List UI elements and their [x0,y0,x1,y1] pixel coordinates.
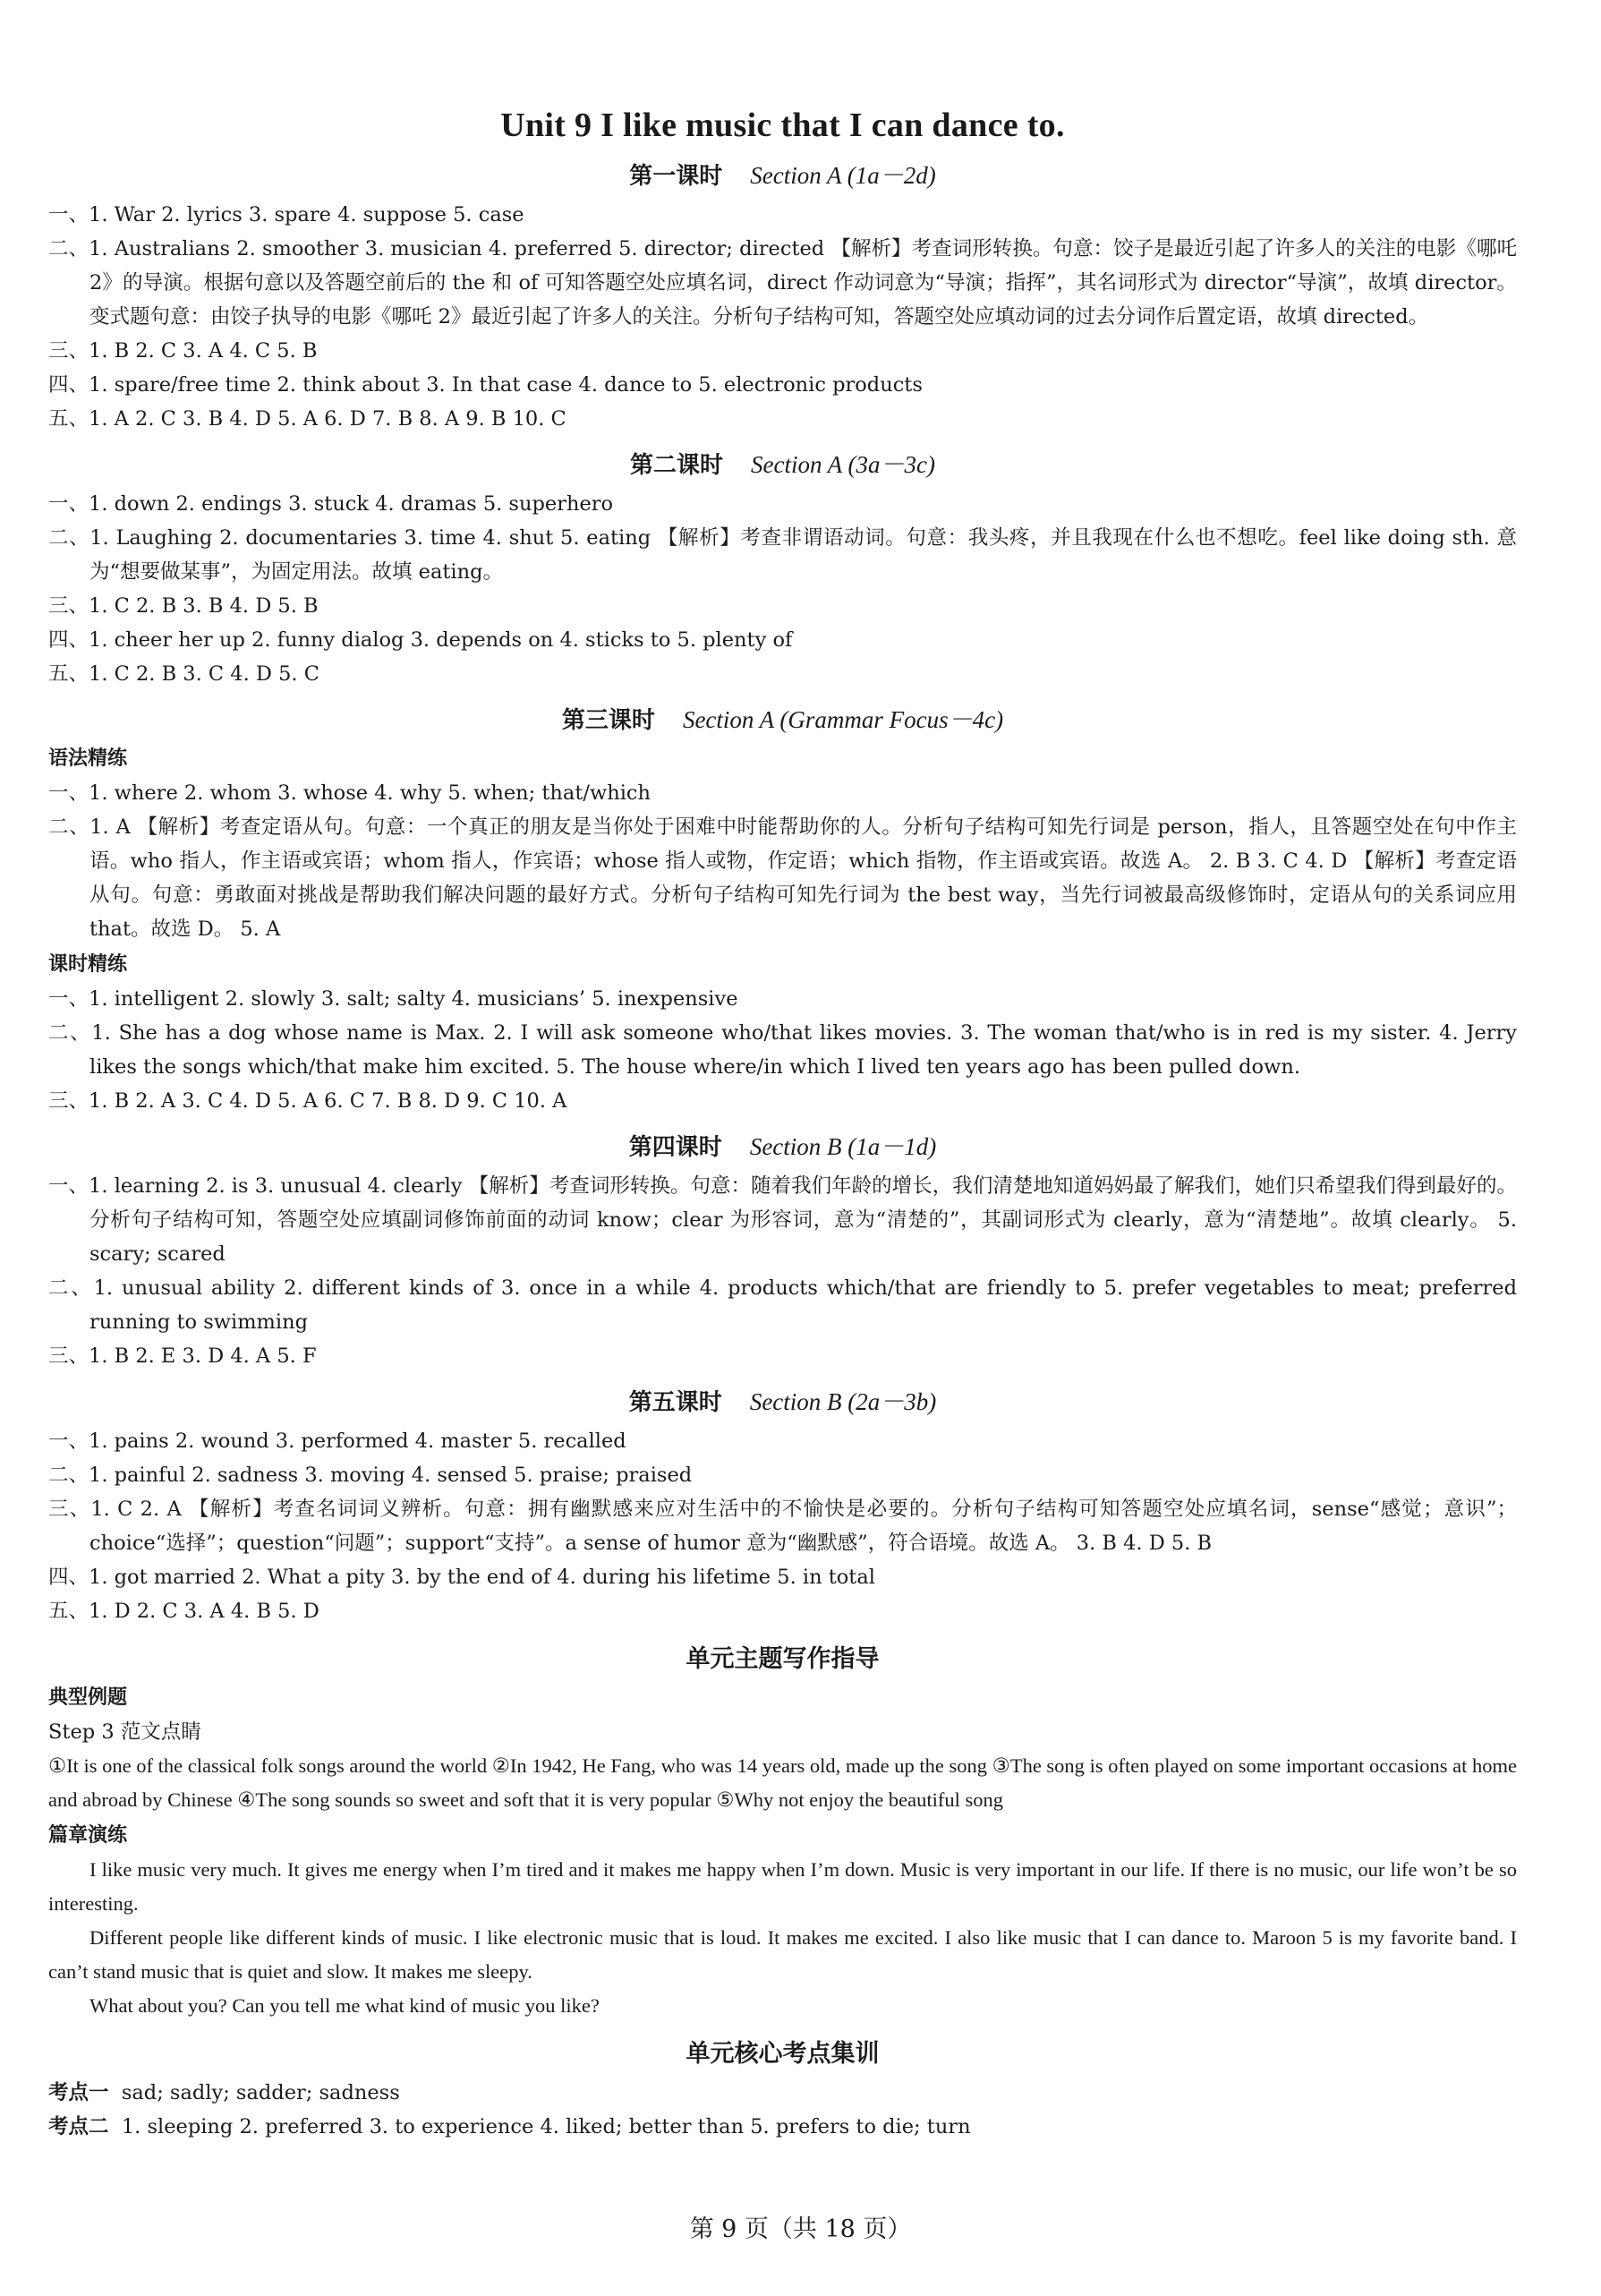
lesson-section: Section A (Grammar Focus－4c) [682,706,1004,733]
lesson-title [48,156,1517,191]
answer-line: 三、1. C 2. A 【解析】考查名词词义辨析。句意：拥有幽默感来应对生活中的不愉快是必要的。分析句子结构可知答题空处应填名词，sense“感觉；意识”；choice“选择”；question“问题”；support“支持”。a sense of humor 意为“幽默感”，符合语境。故选 A。 3. B 4. D 5. B [48,1498,1517,1555]
lesson-title [48,1382,1517,1417]
lesson-5 [48,1382,1517,1628]
core-point-text: 1. sleeping 2. preferred 3. to experience 4. liked; better than 5. prefers to die; turn [121,2115,971,2138]
answer-line: 一、1. where 2. whom 3. whose 4. why 5. when; that/which [48,781,651,805]
essay-paragraph: Different people like different kinds of music. I like electronic music that is loud. It makes me excited. I also like music that I can dance to. Maroon 5 is my favorite band. I can’t stand music that is quiet and slow. It makes me sleepy. [48,1926,1517,1983]
answer-line: 四、1. cheer her up 2. funny dialog 3. depends on 4. sticks to 5. plenty of [48,628,793,652]
answer-line: 一、1. intelligent 2. slowly 3. salt; salty 4. musicians’ 5. inexpensive [48,987,738,1011]
answer-line: 五、1. D 2. C 3. A 4. B 5. D [48,1600,319,1623]
answer-line: 二、1. unusual ability 2. different kinds of 3. once in a while 4. products which/that are friendly to 5. prefer vegetables to meat; preferred running to swimming [48,1276,1517,1334]
lesson-name: 第二课时 [629,452,723,479]
answer-line: 五、1. C 2. B 3. C 4. D 5. C [48,662,319,686]
core-section [48,2034,1517,2144]
lesson-4 [48,1127,1517,1373]
group-label: 课时精练 [48,952,128,976]
example-label: 典型例题 [48,1686,128,1709]
core-point-text: sad; sadly; sadder; sadness [121,2081,400,2104]
core-point [48,2110,1517,2144]
core-point [48,2076,1517,2110]
answer-line: 二、1. A 【解析】考查定语从句。句意：一个真正的朋友是当你处于困难中时能帮助你的人。分析句子结构可知先行词是 person，指人，且答题空处在句中作主语。who 指人，作主语或宾语；whom 指人，作宾语；whose 指人或物，作定语；which 指物，作主语或宾语。故选 A。 2. B 3. C 4. D 【解析】考查定语从句。句意：勇敢面对挑战是帮助我们解决问题的最好方式。分析句子结构可知先行词为 the best way，当先行词被最高级修饰时，定语从句的关系词应用 that。故选 D。 5. A [48,815,1517,941]
lesson-section: Section A (3a－3c) [751,451,936,478]
writing-section [48,1639,1517,2023]
essay-paragraph: I like music very much. It gives me energy when I’m tired and it makes me happy when I’m down. Music is very important in our life. If there is no music, our life won’t be so interesting. [48,1858,1517,1915]
answer-line: 三、1. B 2. C 3. A 4. C 5. B [48,339,318,363]
core-point-label: 考点一 [48,2081,109,2104]
answer-line: 一、1. down 2. endings 3. stuck 4. dramas 5. superhero [48,492,614,516]
lesson-name: 第四课时 [628,1134,722,1161]
lesson-section: Section A (1a－2d) [750,162,936,189]
answer-line: 二、1. Australians 2. smoother 3. musician 4. preferred 5. director; directed 【解析】考查词形转换。句意：饺子是最近引起了许多人的关注的电影《哪吒 2》的导演。根据句意以及答题空前后的 the 和 of 可知答题空处应填名词，direct 作动词意为“导演；指挥”，其名词形式为 director“导演”，故填 director。变式题句意：由饺子执导的电影《哪吒 2》最近引起了许多人的关注。分析句子结构可知，答题空处应填动词的过去分词作后置定语，故填 directed。 [48,237,1517,329]
answer-line: 二、1. painful 2. sadness 3. moving 4. sensed 5. praise; praised [48,1464,693,1487]
lesson-1 [48,156,1517,436]
essay-paragraph: What about you? Can you tell me what kind of music you like? [89,1994,600,2017]
answer-line: 三、1. C 2. B 3. B 4. D 5. B [48,594,319,618]
lesson-2 [48,445,1517,691]
lesson-title [48,1127,1517,1162]
page-footer: 第 9 页（共 18 页） [689,2215,912,2243]
lesson-section: Section B (2a－3b) [749,1388,937,1415]
answer-line: 三、1. B 2. E 3. D 4. A 5. F [48,1344,317,1368]
group-label: 语法精练 [48,747,128,770]
lesson-title [48,700,1517,735]
answer-line: 五、1. A 2. C 3. B 4. D 5. A 6. D 7. B 8. A 9. B 10. C [48,407,566,431]
writing-title: 单元主题写作指导 [686,1645,880,1673]
lesson-section: Section B (1a－1d) [749,1133,937,1160]
lesson-title [48,445,1517,480]
unit-title: Unit 9 I like music that I can dance to. [500,107,1065,144]
answer-line: 四、1. spare/free time 2. think about 3. In that case 4. dance to 5. electronic products [48,373,923,397]
answer-line: 二、1. She has a dog whose name is Max. 2. I will ask someone who/that likes movies. 3. The woman that/who is in red is my sister. 4. Jerry likes the songs which/that make him excited. 5. The house where/in which I lived ten years ago has been pulled down. [48,1021,1517,1079]
answer-line: 四、1. got married 2. What a pity 3. by the end of 4. during his lifetime 5. in total [48,1566,875,1589]
step-text: ①It is one of the classical folk songs around the world ②In 1942, He Fang, who was 14 years old, made up the song ③The song is often played on some important occasions at home and abroad by Chinese ④The song sounds so sweet and soft that it is very popular ⑤Why not enjoy the beautiful song [48,1754,1517,1811]
lesson-name: 第一课时 [629,163,723,190]
step-label: Step 3 范文点睛 [48,1720,201,1744]
lesson-name: 第五课时 [628,1389,722,1416]
core-point-label: 考点二 [48,2115,109,2138]
answer-line: 一、1. learning 2. is 3. unusual 4. clearly 【解析】考查词形转换。句意：随着我们年龄的增长，我们清楚地知道妈妈最了解我们，她们只希望我们得到最好的。分析句子结构可知，答题空处应填副词修饰前面的动词 know；clear 为形容词，意为“清楚的”，其副词形式为 clearly，意为“清楚地”。故填 clearly。 5. scary; scared [48,1174,1517,1266]
answer-line: 一、1. pains 2. wound 3. performed 4. master 5. recalled [48,1430,626,1453]
lesson-3 [48,700,1517,1118]
answer-line: 三、1. B 2. A 3. C 4. D 5. A 6. C 7. B 8. D 9. C 10. A [48,1089,567,1113]
practice-label: 篇章演练 [48,1823,128,1847]
answer-line: 一、1. War 2. lyrics 3. spare 4. suppose 5. case [48,203,524,226]
answer-line: 二、1. Laughing 2. documentaries 3. time 4. shut 5. eating 【解析】考查非谓语动词。句意：我头疼，并且我现在什么也不想吃。feel like doing sth. 意为“想要做某事”，为固定用法。故填 eating。 [48,526,1517,584]
core-title: 单元核心考点集训 [686,2040,880,2068]
lesson-name: 第三课时 [561,707,655,734]
